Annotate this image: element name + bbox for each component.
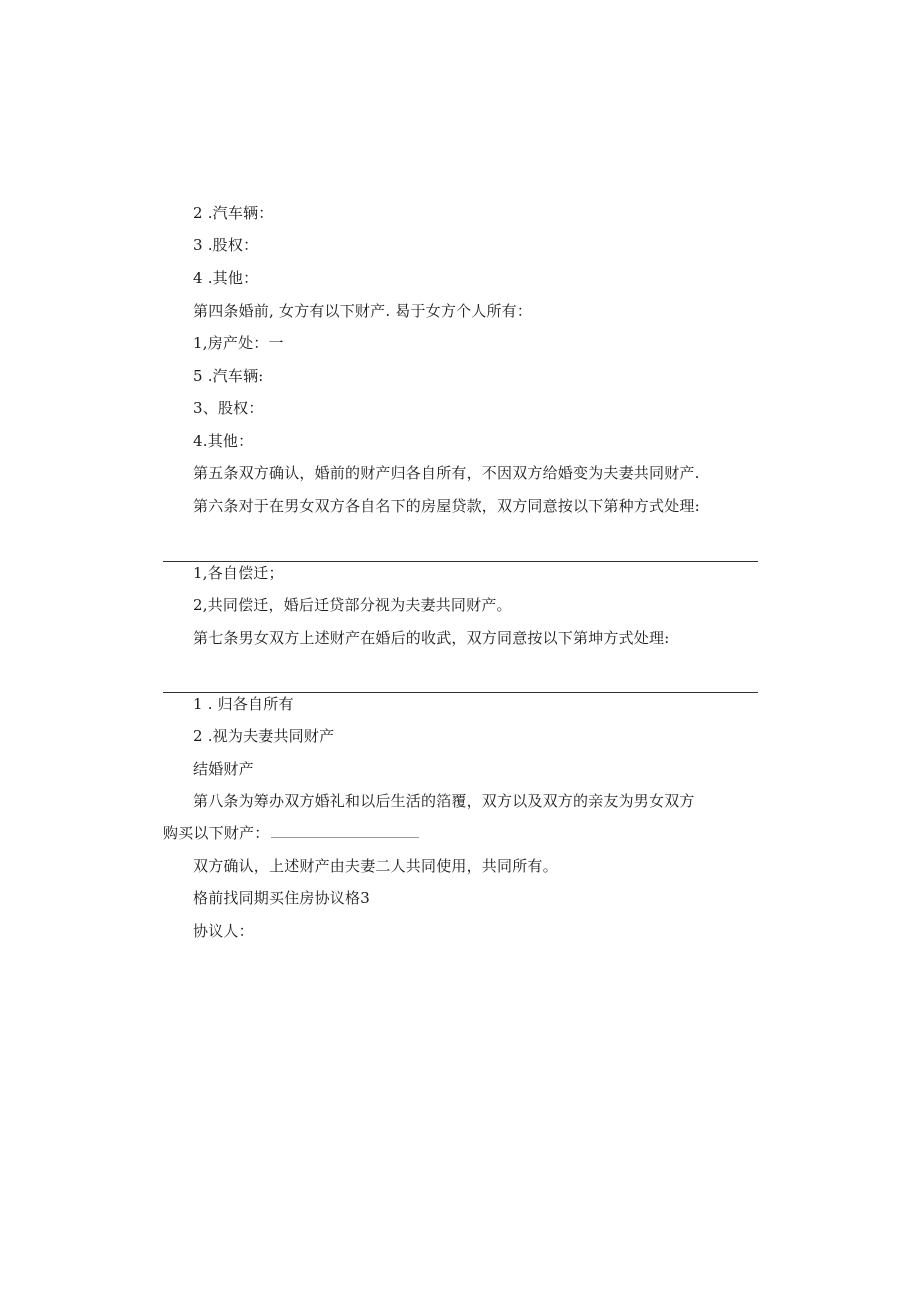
item-equity: 3 .股权： [193, 236, 259, 254]
article-7-option-2: 2 .视为夫妻共同财产 [193, 727, 335, 745]
article-6-text: 第六条对于在男女双方各自名下的房屋贷款，双方同意按以下第种方式处理: [193, 497, 700, 515]
fill-in-blank [271, 825, 419, 838]
article-6-option-1: 1,各自偿迁； [193, 564, 284, 582]
article-4-item-property: 1,房产处：一 [193, 334, 284, 352]
article-7-text: 第七条男女双方上述财产在婚后的收武，双方同意按以下第坤方式处理: [193, 629, 670, 647]
item-vehicle: 2 .汽车辆： [193, 204, 274, 222]
confirmation-text: 双方确认，上述财产由夫妻二人共同使用，共同所有。 [193, 857, 558, 875]
section-heading-marriage-property: 结婚财产 [193, 760, 254, 778]
article-8-purchase-label: 购买以下财产： [163, 824, 270, 842]
signatory-label: 协议人： [193, 922, 254, 940]
agreement-title: 格前找同期买住房协议格3 [193, 889, 370, 907]
horizontal-rule [163, 692, 758, 693]
article-4-item-vehicle: 5 .汽车辆: [193, 367, 264, 385]
article-4-heading: 第四条婚前, 女方有以下财产. 曷于女方个人所有： [193, 302, 533, 320]
article-4-item-other: 4.其他： [193, 432, 254, 450]
article-7-option-1: 1 . 归各自所有 [193, 695, 294, 713]
horizontal-rule [163, 561, 758, 562]
article-8-text: 第八条为筹办双方婚礼和以后生活的箔覆，双方以及双方的亲友为男女双方 [193, 792, 695, 810]
item-other: 4 .其他： [193, 269, 259, 287]
article-6-option-2: 2,共同偿迁，婚后迁贷部分视为夫妻共同财产。 [193, 596, 512, 614]
article-5-text: 第五条双方确认，婚前的财产归各自所有，不因双方给婚变为夫妻共同财产. [193, 464, 700, 482]
article-8-continuation [163, 823, 419, 843]
article-4-item-equity: 3、股权： [193, 399, 264, 417]
